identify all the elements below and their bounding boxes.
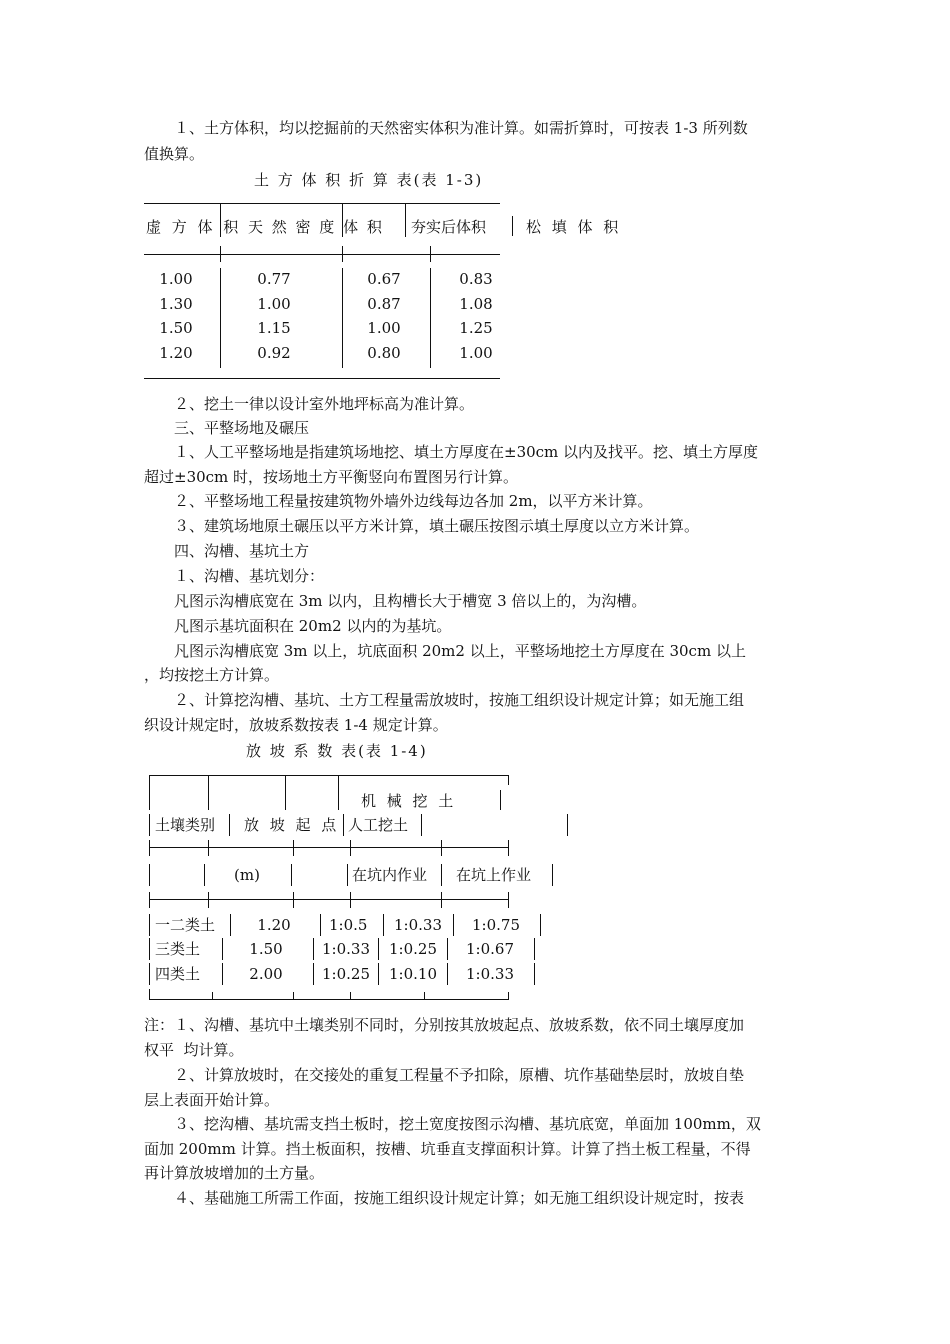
- table-cell: 1:0.67: [466, 940, 514, 958]
- table-2-col-divider: [534, 963, 535, 985]
- text-line: 注：１、沟槽、基坑中土壤类别不同时，分别按其放坡起点、放坡系数，依不同土壤厚度加: [144, 1016, 745, 1034]
- table-1-col-divider: [220, 268, 221, 368]
- table-2-col-divider: [453, 914, 454, 936]
- table-2-col-divider: [293, 992, 294, 1000]
- text-line: 四、沟槽、基坑土方: [174, 542, 310, 560]
- text-line: 凡图示沟槽底宽在 3m 以内，且构槽长大于槽宽 3 倍以上的，为沟槽。: [174, 592, 647, 610]
- table-2-col-divider: [441, 864, 442, 886]
- table-2-col-divider: [441, 840, 442, 856]
- text-line: 超过±30cm 时，按场地土方平衡竖向布置图另行计算。: [144, 468, 519, 486]
- table-1-rule-bottom: [144, 378, 500, 379]
- table-2-col-divider: [447, 938, 448, 960]
- text-line: １、沟槽、基坑划分：: [174, 567, 325, 585]
- text-line: 凡图示沟槽底宽 3m 以上，坑底面积 20m2 以上，平整场地挖土方厚度在 30cm 以上: [174, 642, 746, 660]
- table-cell: 1.00: [367, 319, 401, 337]
- text-line: ４、基础施工所需工作面，按施工组织设计规定计算；如无施工组织设计规定时，按表: [174, 1189, 745, 1207]
- table-2-col-divider: [508, 840, 509, 856]
- table-1-col-divider: [405, 203, 406, 237]
- table-cell: 1.00: [257, 295, 291, 313]
- table-1-col-divider: [342, 268, 343, 368]
- table-2-col-divider: [208, 840, 209, 856]
- table-2-header-inpit: 在坑内作业: [352, 866, 428, 884]
- table-1-header: 夯实后体积: [411, 218, 487, 236]
- table-1-col-divider: [430, 268, 431, 368]
- table-2-col-divider: [338, 775, 339, 810]
- text-line: 权平 均计算。: [144, 1041, 244, 1059]
- table-1-rule-top: [144, 203, 500, 204]
- table-2-col-divider: [343, 814, 344, 836]
- text-line: ３、建筑场地原土碾压以平方米计算，填土碾压按图示填土厚度以立方米计算。: [174, 517, 700, 535]
- table-cell: 1.20: [257, 916, 291, 934]
- table-2-col-divider: [350, 992, 351, 1000]
- table-cell: 1.00: [159, 270, 193, 288]
- table-2-col-divider: [222, 938, 223, 960]
- table-2-header-unit: (m): [234, 866, 260, 884]
- table-cell: 0.83: [459, 270, 493, 288]
- table-2-col-divider: [149, 963, 150, 985]
- text-line: 层上表面开始计算。: [144, 1091, 280, 1109]
- text-line: ２、计算挖沟槽、基坑、土方工程量需放坡时，按施工组织设计规定计算；如无施工组: [174, 691, 745, 709]
- table-2-col-divider: [350, 840, 351, 856]
- table-cell: 1.08: [459, 295, 493, 313]
- table-2-col-divider: [508, 892, 509, 908]
- table-cell: 1:0.75: [472, 916, 520, 934]
- table-cell: 0.77: [257, 270, 291, 288]
- table-2-col-divider: [285, 775, 286, 810]
- table-2-header-machine: 机 械 挖 土: [361, 792, 457, 810]
- table-2-col-divider: [350, 892, 351, 908]
- table-cell: 1.30: [159, 295, 193, 313]
- para-1-line-2: 值换算。: [144, 145, 205, 163]
- text-line: ２、平整场地工程量按建筑物外墙外边线每边各加 2m，以平方米计算。: [174, 492, 653, 510]
- table-cell: 1.50: [159, 319, 193, 337]
- text-line: 凡图示基坑面积在 20m2 以内的为基坑。: [174, 617, 452, 635]
- table-2-rule: [149, 775, 508, 776]
- table-2-header-soil: 土壤类别: [155, 816, 216, 834]
- table-cell: 0.67: [367, 270, 401, 288]
- table-2-col-divider: [313, 963, 314, 985]
- table-2-col-divider: [347, 864, 348, 886]
- table-2-col-divider: [552, 864, 553, 886]
- table-2-col-divider: [378, 963, 379, 985]
- table-1-header: 天 然 密 度 体 积: [248, 218, 384, 236]
- table-cell: 1.50: [249, 940, 283, 958]
- table-2-col-divider: [149, 775, 150, 810]
- table-2-col-divider: [508, 775, 509, 785]
- table-2-col-divider: [291, 864, 292, 886]
- table-2-col-divider: [378, 938, 379, 960]
- text-line: 三、平整场地及碾压: [174, 419, 310, 437]
- table-cell: 1:0.25: [322, 965, 370, 983]
- table-1-col-divider: [220, 246, 221, 262]
- para-1-line-1: １、土方体积，均以挖掘前的天然密实体积为准计算。如需折算时，可按表 1-3 所列数: [174, 119, 748, 137]
- table-cell: 0.80: [367, 344, 401, 362]
- table-cell: 1:0.33: [394, 916, 442, 934]
- table-2-col-divider: [293, 892, 294, 908]
- table-2-col-divider: [540, 914, 541, 936]
- table-2-col-divider: [208, 775, 209, 810]
- table-1-col-divider: [430, 246, 431, 262]
- table-cell: 2.00: [249, 965, 283, 983]
- table-2-col-divider: [508, 992, 509, 1000]
- table-2-rule: [149, 999, 508, 1000]
- table-1-rule-mid: [144, 254, 500, 255]
- table-2-header-manual: 人工挖土: [348, 816, 409, 834]
- table-2-col-divider: [149, 938, 150, 960]
- table-cell: 四类土: [155, 965, 201, 983]
- table-2-col-divider: [149, 914, 150, 936]
- table-2-col-divider: [320, 914, 321, 936]
- text-line: 再计算放坡增加的土方量。: [144, 1164, 325, 1182]
- table-cell: 一二类土: [155, 916, 216, 934]
- table-2-col-divider: [208, 892, 209, 908]
- table-cell: 0.92: [257, 344, 291, 362]
- table-2-col-divider: [383, 914, 384, 936]
- table-2-header-start: 放 坡 起 点: [244, 816, 340, 834]
- table-2-title: 放 坡 系 数 表(表 1-4): [246, 742, 428, 760]
- table-2-col-divider: [313, 938, 314, 960]
- table-cell: 1.20: [159, 344, 193, 362]
- table-cell: 三类土: [155, 940, 201, 958]
- table-cell: 0.87: [367, 295, 401, 313]
- table-1-col-divider: [342, 246, 343, 262]
- text-line: ，均按挖土方计算。: [144, 666, 280, 684]
- table-2-rule: [149, 899, 508, 900]
- table-1-col-divider: [512, 216, 513, 236]
- text-line: １、人工平整场地是指建筑场地挖、填土方厚度在±30cm 以内及找平。挖、填土方厚度: [174, 443, 759, 461]
- table-2-col-divider: [149, 892, 150, 908]
- table-2-rule: [149, 847, 508, 848]
- table-cell: 1:0.5: [329, 916, 368, 934]
- table-cell: 1.15: [257, 319, 291, 337]
- table-2-col-divider: [441, 892, 442, 908]
- text-line: 面加 200mm 计算。挡土板面积，按槽、坑垂直支撑面积计算。计算了挡土板工程量，不得: [144, 1140, 751, 1158]
- table-2-col-divider: [212, 992, 213, 1000]
- table-2-col-divider: [230, 914, 231, 936]
- table-cell: 1:0.10: [389, 965, 437, 983]
- table-cell: 1:0.33: [322, 940, 370, 958]
- table-2-header-onpit: 在坑上作业: [456, 866, 532, 884]
- table-cell: 1.00: [459, 344, 493, 362]
- table-cell: 1.25: [459, 319, 493, 337]
- text-line: ２、挖土一律以设计室外地坪标高为准计算。: [174, 395, 475, 413]
- table-2-col-divider: [204, 864, 205, 886]
- table-2-col-divider: [149, 864, 150, 886]
- table-2-col-divider: [500, 790, 501, 810]
- table-1-header: 松 填 体 积: [526, 218, 622, 236]
- text-line: ２、计算放坡时，在交接处的重复工程量不予扣除，原槽、坑作基础垫层时，放坡自垫: [174, 1066, 745, 1084]
- text-line: 织设计规定时，放坡系数按表 1-4 规定计算。: [144, 716, 448, 734]
- table-2-col-divider: [421, 814, 422, 836]
- table-1-title: 土 方 体 积 折 算 表(表 1-3): [254, 171, 484, 189]
- table-cell: 1:0.33: [466, 965, 514, 983]
- table-1-header: 虚 方 体 积: [146, 218, 242, 236]
- table-2-col-divider: [534, 938, 535, 960]
- table-2-col-divider: [149, 840, 150, 856]
- table-2-col-divider: [424, 992, 425, 1000]
- table-cell: 1:0.25: [389, 940, 437, 958]
- table-2-col-divider: [149, 814, 150, 836]
- table-2-col-divider: [293, 840, 294, 856]
- table-2-col-divider: [447, 963, 448, 985]
- table-2-col-divider: [567, 814, 568, 836]
- text-line: ３、挖沟槽、基坑需支挡土板时，挖土宽度按图示沟槽、基坑底宽，单面加 100mm，双: [174, 1115, 761, 1133]
- table-2-col-divider: [222, 963, 223, 985]
- table-2-col-divider: [229, 814, 230, 836]
